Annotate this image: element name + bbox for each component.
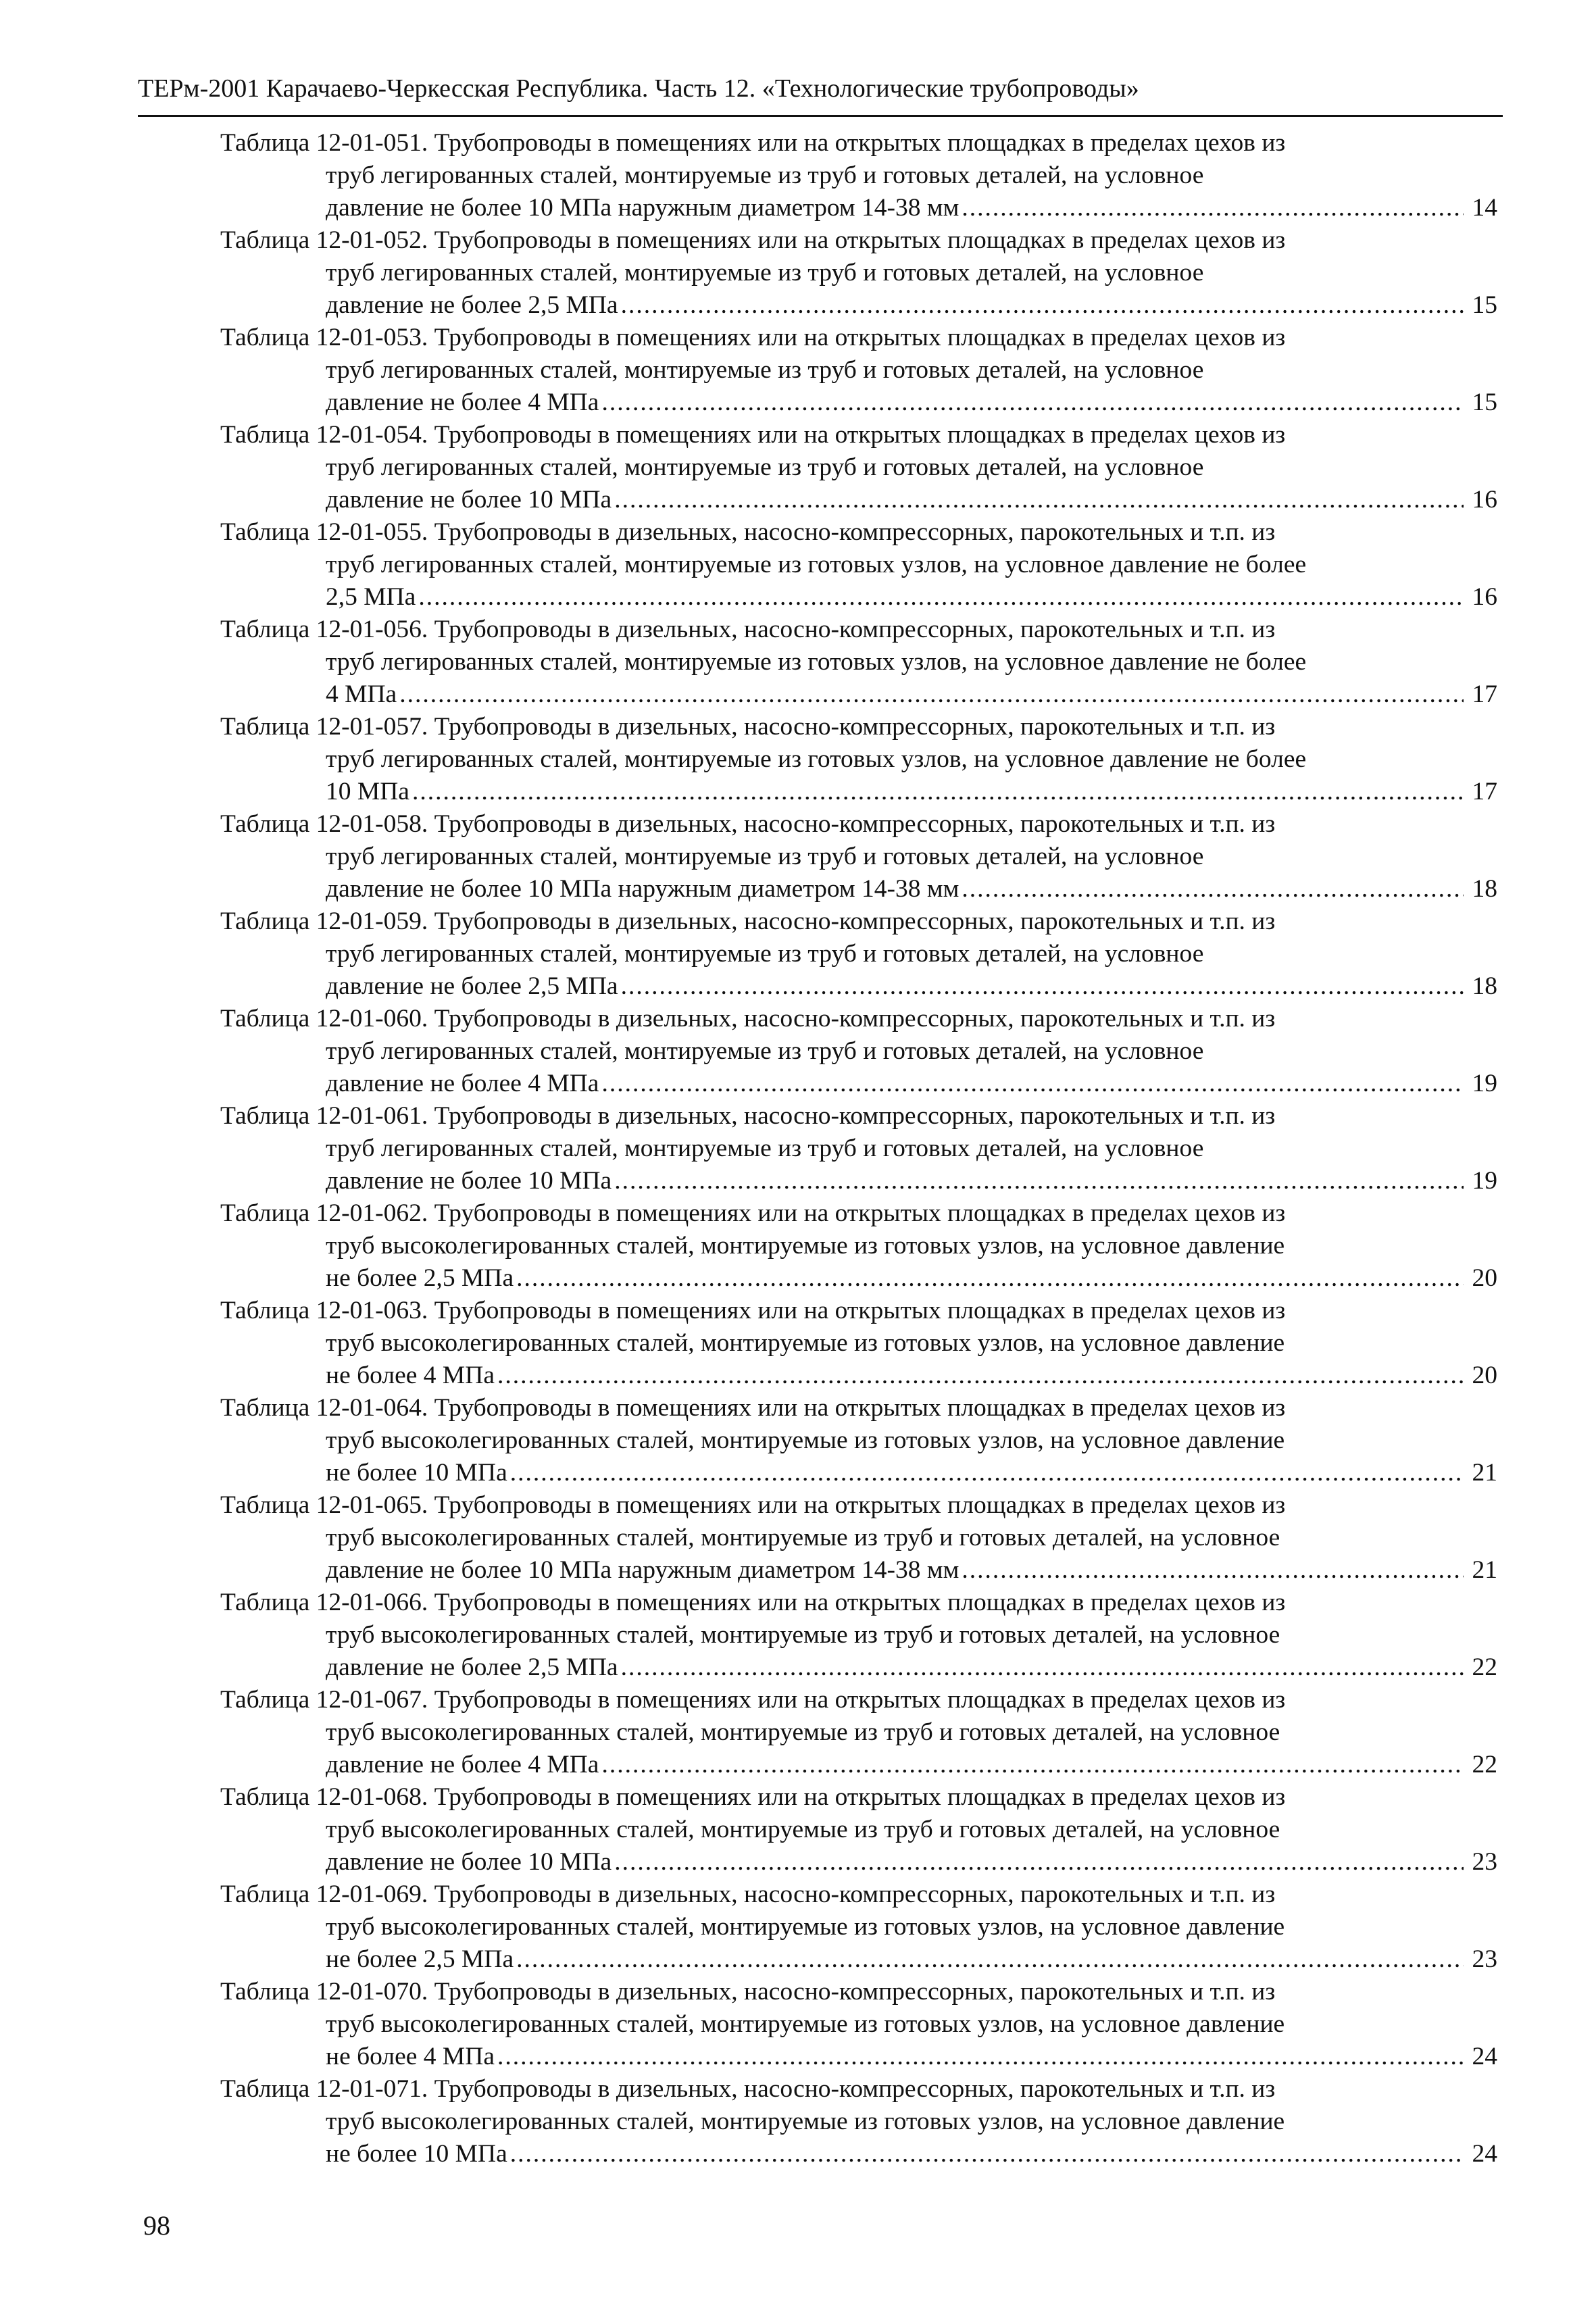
toc-entry-heading: Таблица 12-01-059. Трубопроводы в дизельных, насосно-компрессорных, парокотельных и т.п. из	[220, 907, 1276, 935]
toc-entry-line: труб высоколегированных сталей, монтируемые из труб и готовых деталей, на условное	[326, 1718, 1280, 1746]
dot-leader	[614, 1165, 1464, 1197]
toc-entry-page-number: 16	[1472, 583, 1497, 611]
toc-entry-page-number: 15	[1472, 389, 1497, 416]
toc-entry-body	[220, 451, 1497, 516]
toc-entry-heading: Таблица 12-01-055. Трубопроводы в дизельных, насосно-компрессорных, парокотельных и т.п. из	[220, 518, 1276, 546]
toc-entry-page-number: 22	[1472, 1751, 1497, 1778]
toc-entry-page-number: 21	[1472, 1459, 1497, 1487]
toc-entry	[220, 1684, 1497, 1781]
dot-leader	[516, 1943, 1464, 1976]
toc-entry	[220, 1781, 1497, 1878]
toc-entry-line: труб легированных сталей, монтируемые из труб и готовых деталей, на условное	[326, 1135, 1204, 1162]
toc-entry-body	[220, 159, 1497, 224]
toc-entry-last-line	[326, 1165, 1497, 1197]
toc-entry-heading: Таблица 12-01-060. Трубопроводы в дизельных, насосно-компрессорных, парокотельных и т.п. из	[220, 1005, 1276, 1032]
toc-entry-last-line	[326, 289, 1497, 322]
toc-entry-body	[220, 743, 1497, 808]
toc-entry-page-number: 18	[1472, 972, 1497, 1000]
toc-entry-body	[220, 257, 1497, 322]
toc-entry-line: труб легированных сталей, монтируемые из труб и готовых деталей, на условное	[326, 843, 1204, 870]
toc-entry-last-text: давление не более 4 МПа	[326, 389, 599, 416]
toc-entry-body	[220, 646, 1497, 711]
toc-entry-last-text: давление не более 10 МПа наружным диаметром 14-38 мм	[326, 875, 959, 903]
toc-entry-last-line	[326, 1262, 1497, 1295]
dot-leader	[516, 1262, 1464, 1295]
toc-entry-body	[220, 1814, 1497, 1878]
toc-entry-heading: Таблица 12-01-070. Трубопроводы в дизельных, насосно-компрессорных, парокотельных и т.п. из	[220, 1978, 1276, 2006]
toc-entry	[220, 1197, 1497, 1295]
dot-leader	[621, 1651, 1464, 1684]
dot-leader	[614, 1846, 1464, 1878]
toc-entry-last-text: 10 МПа	[326, 778, 409, 805]
toc-entry-last-text: 4 МПа	[326, 680, 397, 708]
toc-entry-line: труб высоколегированных сталей, монтируемые из труб и готовых деталей, на условное	[326, 1621, 1280, 1649]
toc-entry-body	[220, 1716, 1497, 1781]
toc-entry-page-number: 21	[1472, 1556, 1497, 1584]
dot-leader	[621, 289, 1464, 322]
dot-leader	[399, 678, 1464, 711]
toc-entry-heading: Таблица 12-01-053. Трубопроводы в помещениях или на открытых площадках в пределах цехов из	[220, 324, 1286, 351]
toc-entry	[220, 2073, 1497, 2170]
toc-entry-body	[220, 2008, 1497, 2073]
running-header	[138, 68, 1503, 117]
toc-entry-last-text: не более 2,5 МПа	[326, 1945, 514, 1973]
toc-entry	[220, 614, 1497, 711]
toc-entry-body	[220, 549, 1497, 614]
toc-entry-last-line	[326, 581, 1497, 614]
toc-entry-line: труб легированных сталей, монтируемые из готовых узлов, на условное давление не более	[326, 551, 1307, 578]
toc-entry-line: труб высоколегированных сталей, монтируемые из готовых узлов, на условное давление	[326, 1913, 1285, 1941]
toc-entry-page-number: 20	[1472, 1264, 1497, 1292]
toc-entry-heading: Таблица 12-01-067. Трубопроводы в помещениях или на открытых площадках в пределах цехов из	[220, 1686, 1286, 1714]
toc-entry-body	[220, 354, 1497, 419]
toc-entry	[220, 127, 1497, 224]
toc-entry-heading: Таблица 12-01-061. Трубопроводы в дизельных, насосно-компрессорных, парокотельных и т.п. из	[220, 1102, 1276, 1130]
dot-leader	[601, 1749, 1464, 1781]
toc-entry-last-text: давление не более 10 МПа наружным диаметром 14-38 мм	[326, 1556, 959, 1584]
toc-entry-last-line	[326, 1651, 1497, 1684]
toc-entry	[220, 808, 1497, 905]
dot-leader	[962, 1554, 1464, 1587]
toc-entry-heading: Таблица 12-01-069. Трубопроводы в дизельных, насосно-компрессорных, парокотельных и т.п. из	[220, 1881, 1276, 1908]
toc-entry-body	[220, 841, 1497, 905]
toc-entry-last-text: давление не более 4 МПа	[326, 1070, 599, 1097]
toc-entry-body	[220, 1424, 1497, 1489]
toc-entry-heading: Таблица 12-01-051. Трубопроводы в помещениях или на открытых площадках в пределах цехов из	[220, 129, 1286, 157]
toc-entry-line: труб легированных сталей, монтируемые из труб и готовых деталей, на условное	[326, 161, 1204, 189]
toc-entry-page-number: 23	[1472, 1945, 1497, 1973]
toc-entry-heading: Таблица 12-01-071. Трубопроводы в дизельных, насосно-компрессорных, парокотельных и т.п. из	[220, 2075, 1276, 2103]
toc-entry-last-text: не более 10 МПа	[326, 1459, 507, 1487]
toc-entry-last-line	[326, 678, 1497, 711]
toc-entry-line: труб легированных сталей, монтируемые из труб и готовых деталей, на условное	[326, 940, 1204, 968]
toc-entry	[220, 224, 1497, 322]
toc-entry	[220, 1489, 1497, 1587]
toc-entry-heading: Таблица 12-01-066. Трубопроводы в помещениях или на открытых площадках в пределах цехов из	[220, 1589, 1286, 1616]
toc-entry-last-line	[326, 1749, 1497, 1781]
toc-entry-line: труб высоколегированных сталей, монтируемые из труб и готовых деталей, на условное	[326, 1524, 1280, 1551]
toc-entry-page-number: 24	[1472, 2043, 1497, 2070]
toc-entry-last-text: давление не более 2,5 МПа	[326, 972, 618, 1000]
toc-entry-last-line	[326, 2138, 1497, 2170]
toc-entry	[220, 419, 1497, 516]
toc-entry-page-number: 23	[1472, 1848, 1497, 1876]
toc-entry-last-text: давление не более 2,5 МПа	[326, 1653, 618, 1681]
running-header-title: ТЕРм-2001 Карачаево-Черкесская Республика. Часть 12. «Технологические трубопроводы»	[138, 74, 1139, 103]
toc-entry-last-line	[326, 484, 1497, 516]
toc-entry-last-text: давление не более 10 МПа наружным диаметром 14-38 мм	[326, 194, 959, 222]
toc-entry-last-text: не более 4 МПа	[326, 1362, 495, 1389]
dot-leader	[510, 1457, 1464, 1489]
toc-entry	[220, 711, 1497, 808]
toc-entry-last-text: давление не более 10 МПа	[326, 1848, 612, 1876]
toc-entry-heading: Таблица 12-01-062. Трубопроводы в помещениях или на открытых площадках в пределах цехов из	[220, 1199, 1286, 1227]
toc-entry-last-line	[326, 1457, 1497, 1489]
toc-entry-last-line	[326, 2041, 1497, 2073]
dot-leader	[497, 1360, 1464, 1392]
toc-entry-page-number: 19	[1472, 1070, 1497, 1097]
toc-entry-heading: Таблица 12-01-054. Трубопроводы в помещениях или на открытых площадках в пределах цехов из	[220, 421, 1286, 449]
toc-entry-line: труб легированных сталей, монтируемые из труб и готовых деталей, на условное	[326, 453, 1204, 481]
toc-entry-line: труб высоколегированных сталей, монтируемые из готовых узлов, на условное давление	[326, 2108, 1285, 2135]
dot-leader	[418, 581, 1464, 614]
toc-entry	[220, 1100, 1497, 1197]
toc-entry-page-number: 17	[1472, 680, 1497, 708]
toc-entry-heading: Таблица 12-01-052. Трубопроводы в помещениях или на открытых площадках в пределах цехов из	[220, 226, 1286, 254]
toc-entry-last-text: не более 2,5 МПа	[326, 1264, 514, 1292]
toc-entry-last-line	[326, 1554, 1497, 1587]
dot-leader	[412, 776, 1464, 808]
toc-entry-page-number: 17	[1472, 778, 1497, 805]
toc-entry-heading: Таблица 12-01-058. Трубопроводы в дизельных, насосно-компрессорных, парокотельных и т.п. из	[220, 810, 1276, 838]
toc-entry-line: труб высоколегированных сталей, монтируемые из готовых узлов, на условное давление	[326, 1232, 1285, 1260]
toc-entry-line: труб легированных сталей, монтируемые из труб и готовых деталей, на условное	[326, 1037, 1204, 1065]
toc-entry-page-number: 15	[1472, 291, 1497, 319]
toc-entry-last-text: не более 4 МПа	[326, 2043, 495, 2070]
toc-entry-last-line	[326, 1846, 1497, 1878]
toc-entry-body	[220, 1619, 1497, 1684]
toc-entry	[220, 905, 1497, 1003]
toc-entry	[220, 1976, 1497, 2073]
toc-entry-page-number: 22	[1472, 1653, 1497, 1681]
toc-entry-last-text: давление не более 2,5 МПа	[326, 291, 618, 319]
toc-entry-page-number: 16	[1472, 486, 1497, 514]
toc-entry-heading: Таблица 12-01-065. Трубопроводы в помещениях или на открытых площадках в пределах цехов из	[220, 1491, 1286, 1519]
dot-leader	[601, 387, 1464, 419]
toc-entry-last-line	[326, 776, 1497, 808]
toc-entry-body	[220, 2106, 1497, 2170]
toc-entry	[220, 516, 1497, 614]
dot-leader	[962, 192, 1464, 224]
dot-leader	[614, 484, 1464, 516]
toc-entry-body	[220, 1911, 1497, 1976]
dot-leader	[601, 1068, 1464, 1100]
toc-entry-last-line	[326, 192, 1497, 224]
dot-leader	[510, 2138, 1464, 2170]
toc-entry-last-line	[326, 1068, 1497, 1100]
toc-entry-page-number: 14	[1472, 194, 1497, 222]
toc-entry-last-line	[326, 970, 1497, 1003]
toc-entry	[220, 1295, 1497, 1392]
toc-entry-body	[220, 1035, 1497, 1100]
toc-entry-heading: Таблица 12-01-056. Трубопроводы в дизельных, насосно-компрессорных, парокотельных и т.п. из	[220, 616, 1276, 643]
toc-entry-last-line	[326, 873, 1497, 905]
toc-entry-line: труб высоколегированных сталей, монтируемые из готовых узлов, на условное давление	[326, 1426, 1285, 1454]
toc-entry-last-text: давление не более 10 МПа	[326, 486, 612, 514]
table-of-contents	[220, 127, 1497, 2170]
toc-entry-line: труб высоколегированных сталей, монтируемые из труб и готовых деталей, на условное	[326, 1816, 1280, 1843]
toc-entry-page-number: 18	[1472, 875, 1497, 903]
toc-entry-last-text: 2,5 МПа	[326, 583, 416, 611]
page-number: 98	[143, 2210, 170, 2241]
toc-entry	[220, 1003, 1497, 1100]
toc-entry-last-line	[326, 1360, 1497, 1392]
toc-entry-body	[220, 938, 1497, 1003]
toc-entry-body	[220, 1327, 1497, 1392]
toc-entry-heading: Таблица 12-01-057. Трубопроводы в дизельных, насосно-компрессорных, парокотельных и т.п. из	[220, 713, 1276, 741]
toc-entry-page-number: 19	[1472, 1167, 1497, 1195]
toc-entry-line: труб высоколегированных сталей, монтируемые из готовых узлов, на условное давление	[326, 1329, 1285, 1357]
toc-entry-last-line	[326, 387, 1497, 419]
dot-leader	[497, 2041, 1464, 2073]
toc-entry-last-text: давление не более 4 МПа	[326, 1751, 599, 1778]
toc-entry-heading: Таблица 12-01-063. Трубопроводы в помещениях или на открытых площадках в пределах цехов из	[220, 1297, 1286, 1324]
toc-entry-heading: Таблица 12-01-068. Трубопроводы в помещениях или на открытых площадках в пределах цехов из	[220, 1783, 1286, 1811]
toc-entry-page-number: 20	[1472, 1362, 1497, 1389]
toc-entry-last-line	[326, 1943, 1497, 1976]
toc-entry	[220, 1587, 1497, 1684]
toc-entry	[220, 1392, 1497, 1489]
toc-entry-line: труб легированных сталей, монтируемые из готовых узлов, на условное давление не более	[326, 745, 1307, 773]
toc-entry-line: труб высоколегированных сталей, монтируемые из готовых узлов, на условное давление	[326, 2010, 1285, 2038]
toc-entry-body	[220, 1132, 1497, 1197]
dot-leader	[962, 873, 1464, 905]
toc-entry	[220, 1878, 1497, 1976]
toc-entry-line: труб легированных сталей, монтируемые из готовых узлов, на условное давление не более	[326, 648, 1307, 676]
toc-entry-line: труб легированных сталей, монтируемые из труб и готовых деталей, на условное	[326, 356, 1204, 384]
toc-entry-heading: Таблица 12-01-064. Трубопроводы в помещениях или на открытых площадках в пределах цехов из	[220, 1394, 1286, 1422]
toc-entry-line: труб легированных сталей, монтируемые из труб и готовых деталей, на условное	[326, 259, 1204, 287]
toc-entry	[220, 322, 1497, 419]
toc-entry-last-text: не более 10 МПа	[326, 2140, 507, 2168]
toc-entry-body	[220, 1230, 1497, 1295]
toc-entry-page-number: 24	[1472, 2140, 1497, 2168]
dot-leader	[621, 970, 1464, 1003]
toc-entry-last-text: давление не более 10 МПа	[326, 1167, 612, 1195]
toc-entry-body	[220, 1522, 1497, 1587]
